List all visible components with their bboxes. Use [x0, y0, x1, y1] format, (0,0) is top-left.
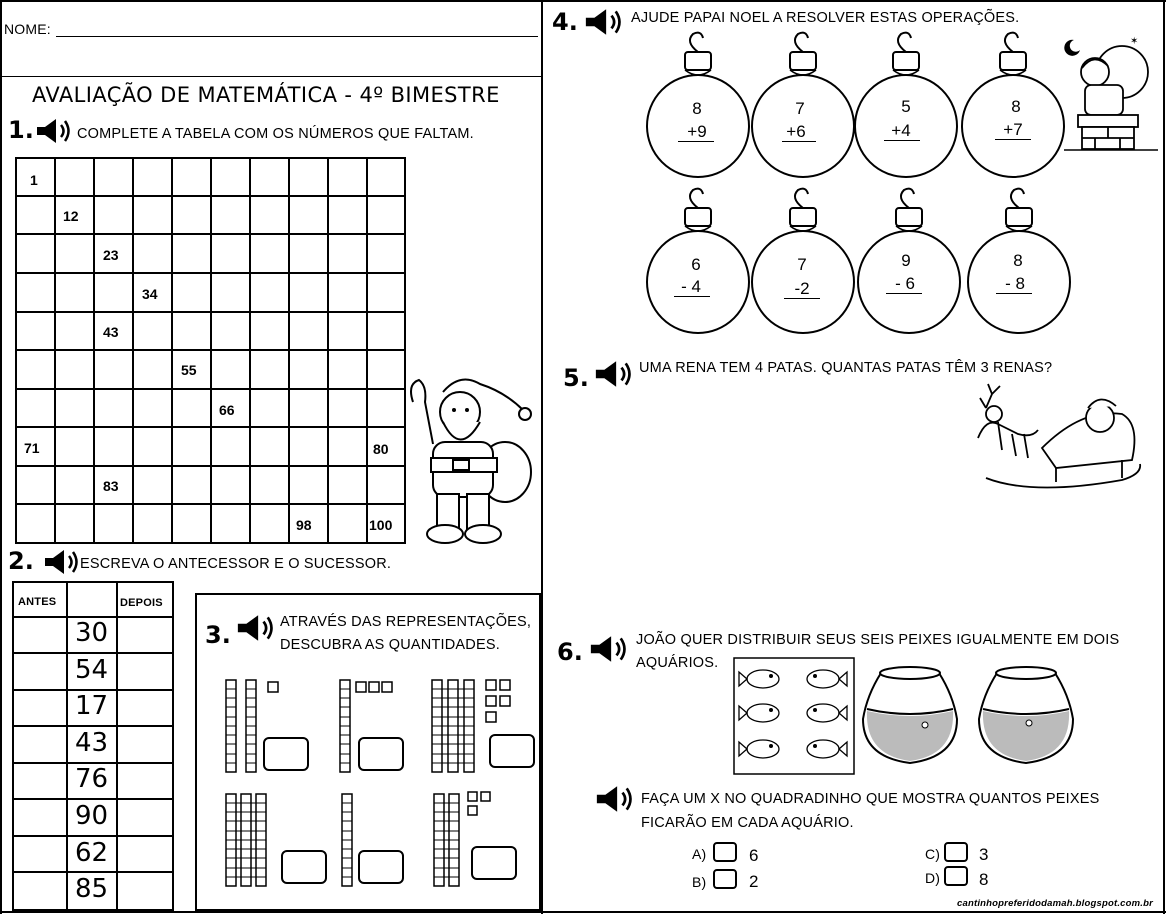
page-border-left [0, 0, 2, 914]
q5-number: 5. [563, 364, 589, 392]
q3-number: 3. [205, 621, 231, 649]
answer-box[interactable] [471, 846, 517, 880]
ornament-top-number: 7 [795, 99, 805, 118]
table-number: 76 [75, 764, 109, 794]
grid-cell: 1 [30, 172, 38, 188]
ornament-bottom-number: - 6 [895, 274, 915, 293]
name-field-line[interactable] [56, 36, 538, 37]
ornament-top-number: 9 [901, 251, 911, 270]
answer-box[interactable] [358, 737, 404, 771]
ornament-answer-line[interactable] [782, 141, 816, 142]
answer-box[interactable] [281, 850, 327, 884]
option-a-value: 6 [749, 846, 759, 865]
speaker-icon [234, 612, 278, 644]
grid-cell: 43 [103, 324, 119, 340]
ornament-top-number: 7 [797, 255, 807, 274]
grid-cell: 100 [369, 517, 393, 533]
q2-number: 2. [8, 547, 34, 575]
speaker-icon [582, 6, 626, 38]
speaker-icon [587, 633, 631, 665]
grid-cell: 66 [219, 402, 235, 418]
col-header-after: DEPOIS [120, 597, 163, 609]
table-number: 17 [75, 691, 109, 721]
ornament-bottom-number: - 8 [1005, 274, 1025, 293]
col-header-before: ANTES [18, 596, 57, 608]
ornament-top-number: 6 [691, 255, 701, 274]
q4-instruction: AJUDE PAPAI NOEL A RESOLVER ESTAS OPERAÇÕES. [631, 10, 1020, 26]
q3-instruction-line2: DESCUBRA AS QUANTIDADES. [280, 637, 500, 653]
grid-cell: 23 [103, 247, 119, 263]
answer-box[interactable] [263, 737, 309, 771]
fish-illustration [733, 657, 855, 775]
ornament-answer-line[interactable] [678, 141, 714, 142]
speaker-icon [34, 116, 74, 146]
santa-illustration [405, 372, 535, 547]
base-ten-blocks-group-4 [224, 792, 284, 892]
q6-number: 6. [557, 638, 583, 666]
ornament-top-number: 5 [901, 97, 911, 116]
table-number: 85 [75, 874, 109, 904]
table-number: 62 [75, 838, 109, 868]
ornament-bottom-number: +6 [786, 122, 806, 141]
ornament-top-number: 8 [692, 99, 702, 118]
q1-instruction: COMPLETE A TABELA COM OS NÚMEROS QUE FALTAM. [77, 126, 474, 142]
page-title: AVALIAÇÃO DE MATEMÁTICA - 4º BIMESTRE [32, 83, 500, 107]
grid-cell: 12 [63, 208, 79, 224]
option-d-value: 8 [979, 870, 989, 889]
option-a-checkbox[interactable] [713, 842, 737, 862]
ornament-answer-line[interactable] [886, 293, 922, 294]
sleigh-illustration [972, 378, 1148, 500]
grid-cell: 71 [24, 440, 40, 456]
ornament-answer-line[interactable] [674, 296, 710, 297]
grid-cell: 80 [373, 441, 389, 457]
option-a-letter: A) [692, 846, 707, 862]
ornament-bottom-number: - 4 [681, 277, 701, 296]
option-b-letter: B) [692, 874, 707, 890]
ornament-bottom-number: +4 [891, 121, 911, 140]
table-number: 43 [75, 728, 109, 758]
q6-instruction-line2: AQUÁRIOS. [636, 655, 719, 671]
ornament-bottom-number: +7 [1003, 120, 1023, 139]
svg-text:✶: ✶ [1130, 36, 1139, 47]
q4-number: 4. [552, 8, 578, 36]
header-divider [0, 76, 541, 77]
answer-box[interactable] [489, 734, 535, 768]
ornament-answer-line[interactable] [996, 293, 1032, 294]
ornament-top-number: 8 [1011, 97, 1021, 116]
option-d-letter: D) [925, 870, 941, 886]
q1-number: 1. [8, 116, 34, 144]
page-border-right [1163, 0, 1165, 914]
ornament-bottom-number: -2 [794, 279, 810, 298]
speaker-icon [593, 783, 637, 815]
grid-cell: 98 [296, 517, 312, 533]
ornament-answer-line[interactable] [784, 298, 820, 299]
answer-box[interactable] [358, 850, 404, 884]
ornament-answer-line[interactable] [995, 139, 1031, 140]
ornament-top-number: 8 [1013, 251, 1023, 270]
table-number: 54 [75, 655, 109, 685]
santa-chimney-illustration [1060, 30, 1160, 155]
footer-credit: cantinhopreferidodamah.blogspot.com.br [957, 898, 1154, 909]
grid-cell: 83 [103, 478, 119, 494]
option-b-checkbox[interactable] [713, 869, 737, 889]
q6-sub-instruction-line1: FAÇA UM X NO QUADRADINHO QUE MOSTRA QUANTOS PEIXES [641, 791, 1100, 807]
speaker-icon [42, 547, 82, 577]
ornament-bottom-number: +9 [687, 122, 707, 141]
table-number: 30 [75, 618, 109, 648]
option-c-checkbox[interactable] [944, 842, 968, 862]
grid-cell: 55 [181, 362, 197, 378]
column-divider [541, 0, 543, 914]
fishbowl-illustration [855, 665, 965, 769]
option-b-value: 2 [749, 872, 759, 891]
page-border-top [0, 0, 1166, 2]
ornament-answer-line[interactable] [884, 140, 920, 141]
q3-instruction-line1: ATRAVÉS DAS REPRESENTAÇÕES, [280, 614, 532, 630]
name-label: NOME: [4, 21, 51, 37]
page-border-bottom [0, 911, 1166, 913]
q6-sub-instruction-line2: FICARÃO EM CADA AQUÁRIO. [641, 815, 854, 831]
speaker-icon [592, 358, 636, 390]
table-number: 90 [75, 801, 109, 831]
option-d-checkbox[interactable] [944, 866, 968, 886]
grid-cell: 34 [142, 286, 158, 302]
option-c-letter: C) [925, 846, 941, 862]
fishbowl-illustration [971, 665, 1081, 769]
q2-instruction: ESCREVA O ANTECESSOR E O SUCESSOR. [80, 556, 392, 572]
option-c-value: 3 [979, 845, 989, 864]
q6-instruction-line1: JOÃO QUER DISTRIBUIR SEUS SEIS PEIXES IGUALMENTE EM DOIS [636, 632, 1120, 648]
q5-instruction: UMA RENA TEM 4 PATAS. QUANTAS PATAS TÊM 3 RENAS? [639, 360, 1053, 376]
